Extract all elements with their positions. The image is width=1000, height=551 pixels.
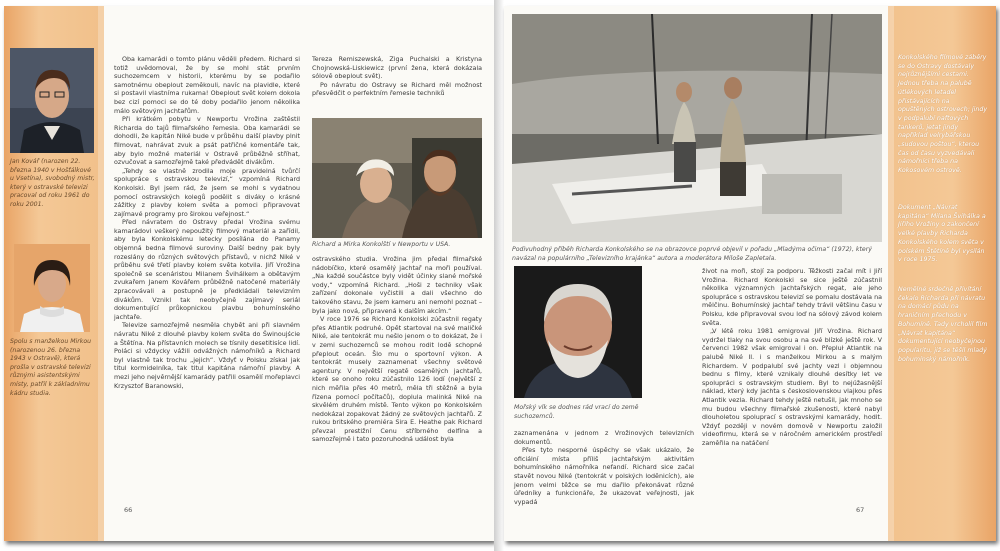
portrait2-caption: Spolu s manželkou Mirkou (narozenou 26. března 1943 v Ostravě), která prošla v ostravské televizi různými asistentskými místy, patřil k základnímu kádru studia. (10, 338, 92, 397)
left-column-1 (114, 56, 300, 391)
paragraph: zaznamenána v jednom z Vrožinových televizních dokumentů. (514, 430, 694, 446)
photo-richard-portrait (514, 266, 642, 398)
portrait-jan-kovar (10, 48, 94, 153)
sidebar-text-1: Konkolského filmové záběry se do Ostravy dostávaly nejrůznějšími cestami. Jednou třeba na palubě útlékových letadel přistávajících na opuštěných ostrovech; jindy v podpalubí naftových tankerů, jetat jindy například velrybářskou „sudovou poštou“, kterou čas od času vyzvedávali námořníci třeba na Kokosovém ostrově. (898, 54, 988, 175)
paragraph: Před návratem do Ostravy předal Vrožina svému kamarádovi veškerý nepoužitý filmový materiál a zařídil, aby byla Konkolskému letecky posílána do Panamy objemná bedna filmové suroviny. Další bedny pak byly rozeslány do různých světových přístavů, v nichž Niké v průběhu své třetí plavby kolem světa kotvila. Jiří Vrožina společně se scenáristou Milanem Švihálkem a obětavým zvukařem Janem Kovářem průběžně natočené materiály zpracovávali a postupně je předkládali televizním divákům. Vznikl tak neobyčejně zajímavý seriál dokumentující průkopnickou plavbu bohumínského jachtaře. (114, 219, 300, 321)
portrait-woman-photo (14, 244, 90, 332)
portrait-caption: Mořský vlk se dodnes rád vrací do země suchozemců. (514, 404, 639, 420)
paragraph: Oba kamarádi o tomto plánu věděli předem. Richard si totiž uvědomoval, že by se mohl stát prvním suchozemcem v historii, kterému by se podařilo samotnému obeplout zeměkouli, navíc na plavidle, které si postavil vlastníma rukama! Obeplout svět kolem dokola bez cizí pomoci se do té doby podařilo jenom několika málo světovým jachtařům. (114, 56, 300, 115)
right-page (504, 6, 996, 541)
left-column-2-bottom (312, 256, 482, 445)
right-sidebar (888, 6, 996, 541)
photo-caption-newport: Richard a Mirka Konkolští v Newportu v USA. (312, 241, 451, 248)
paragraph: „V létě roku 1981 emigroval Jiří Vrožina. Richard vydržel tlaky na svou osobu a na své blízké ještě rok. V červenci 1982 však emigroval i on. Přepluł Atlantik na palubě Niké II. i s manželkou Mirkou a s malým Richardem. V podpalubí své jachty vezl i objemnou bednu s filmy, které vznikaly dlouhé desítky let ve spolupráci s ostravským studiem. Byl to nejúžasnější náklad, který kdy jachta s československou vlajkou přes Atlantik vezla. Richard tehdy ještě netušil, jak mnoho se mu budou všechny filmařské zkušenosti, které nabyl dlouholetou spoluprací s ostravskými kamarády, hodit. Vždyť později v novém domově v Newportu založil videofirmu, která se v náročném americkém prostředí zaměřila na natáčení (702, 328, 882, 447)
paragraph: „Tehdy se vlastně zrodila moje pravidelná tvůrčí spolupráce s ostravskou televizí,“ vzpomíná Richard Konkolski. Byl jsem rád, že jsem se mohl s vydatnou pomocí ostravských kolegů podělit s diváky o krásné zážitky z plavby kolem světa a pomoci připravovat zajímavé programy pro širokou veřejnost.“ (114, 167, 300, 218)
left-sidebar (4, 6, 104, 541)
paragraph: Po návratu do Ostravy se Richard měl možnost přesvědčit o perfektním řemesle techniků (312, 81, 482, 98)
yacht-deck-photo (512, 14, 882, 242)
sidebar-text-2: Dokument „Návrat kapitána“ Milana Švihálka a Jiřího Vrožiny o zakončení velké plavby Richarda Konkolského kolem světa v polském Štětíně byl vysílán v roce 1975. (898, 204, 986, 264)
paragraph: Televize samozřejmě nesměla chybět ani při slavném návratu Niké z dlouhé plavby kolem světa do Świnoujście a Štětína. Na přístavních molech se tísnily desetitisíce lidí. Poláci si vždycky vážili odvážných námořníků a Richard byl vlastně tak trochu „jejich“. Vždyť v Polsku získal jak titul kormidelníka, tak titul kapitána námořní plavby. A mezi jeho nejvěrnější kamarády patřili osamělí mořeplavci Krzysztof Baranowski, (114, 322, 300, 390)
paragraph: V roce 1976 se Richard Konkolski zúčastnil regaty přes Atlantik podruhé. Opět startoval na své maličké Niké, ale tentokrát mu nešlo jenom o to dokázat, že i v zemi suchozemců se mohou rodit lodě schopné přeplout oceán. Šlo mu o sportovní výkon. A tentokrát musely zaznamenat všechny světové agentury. V největší regatě osamělých jachtařů, které se onoho roku zúčastnilo 126 lodí (největší z nich měřila přes 40 metrů, měla tři stěžně a byla řízena pomocí počítačů), doplula malinká Niké na skvělém druhém místě. Tento výkon po Konkolském nedokázal zopakovat žádný ze světových jachtařů. Z rukou britského premiéra Sira E. Heathe pak Richard převzal prestižní Cenu stříbrného delfína a samozřejmě i tato pozoruhodná událost byla (312, 316, 482, 444)
portrait-man-photo (10, 48, 94, 153)
sidebar-text-3: Nemělné srdečně přivítání čekalo Richarda při návratu na domácí půdu na hraničním přechodu v Bohumíně. Tady vrcholil film „Návrat kapitána“ dokumentující neobyčejnou popularitu, již se těšil mladý bohumínský námořník. (898, 286, 988, 363)
portrait1-caption: Jan Kovář (narozen 22. března 1940 v Hošťálkové u Vsetína), svobodný mistr, který v ostravské televizi pracoval od roku 1961 do roku 2001. (10, 158, 95, 208)
paragraph: život na moři, stojí za podporu. Těžkosti začal mít i Jiří Vrožina. Richard Konkolski se sice ještě zúčastnil několika významných jachtařských regat, ale jeho spolupráce s ostravskou televizí se pomalu dostávala na mělčinu. Bohumínský jachtař tehdy trávil většinu času v Polsku, kde připravoval svou loď na sólový závod kolem světa. (702, 268, 882, 327)
couple-photo (312, 118, 482, 238)
left-page (4, 6, 494, 541)
photo-sailing-yacht (512, 14, 882, 242)
paragraph: ostravského studia. Vrožina jim předal filmařské nádobíčko, které osamělý jachtař na moři používal. „Na každé součástce byly vidět účinky slané mořské vody,“ vzpomíná Richard. „Hoši z techniky však zařízení dokonale vyčistili a dali všechno do takového stavu, že jsem kameru ani nemohl poznat – byla jako nová, připravená k dalším akcím.“ (312, 256, 482, 315)
portrait-mirka-kovarova (14, 244, 90, 332)
right-column-right (702, 268, 882, 448)
photo-richard-and-mirka (312, 118, 482, 238)
right-column-left (514, 430, 694, 507)
paragraph: Přes tyto nesporné úspěchy se však ukázalo, že oficiální místa příliš jachtařským aktivitám bohumínského námořníka nefandí. Richard sice začal stavět novou Niké (tentokrát v polských loděnicích), ale jenom velmi těžce se mu dařilo překonávat různé úředníky a funkcionáře, že ukazovat veřejnosti, jak vypadá (514, 447, 694, 506)
page-number-right: 67 (856, 506, 865, 514)
page-gutter (494, 0, 504, 551)
paragraph: Při krátkém pobytu v Newportu Vrožina zaštěstil Richarda do tajů filmařského řemesla. Oba kamarádi se dohodli, že kapitán Niké bude v průběhu další plavby plnit filmovat, nahrávat zvuk a psát patřičné komentáře tak, aby bylo možné materiál v Ostravě průběžně stříhat, ozvučovat a samozřejmě také předvádět divákům. (114, 116, 300, 167)
paragraph: Tereza Remiszewská, Ziga Puchalski a Kristyna Chojnowská-Liskiewicz (první žena, která dokázala sólově obeplout svět). (312, 56, 482, 81)
top-photo-caption: Podivuhodný příběh Richarda Konkolského se na obrazovce poprvé objevil v pořadu „Mladýma očima“ (1972), který navázal na populárního „Televizního krajánka“ autora a moderátora Miloše Zapletala. (512, 246, 872, 262)
page-number-left: 66 (124, 506, 133, 514)
bearded-man-portrait (514, 266, 642, 398)
left-column-2-top (312, 56, 482, 99)
